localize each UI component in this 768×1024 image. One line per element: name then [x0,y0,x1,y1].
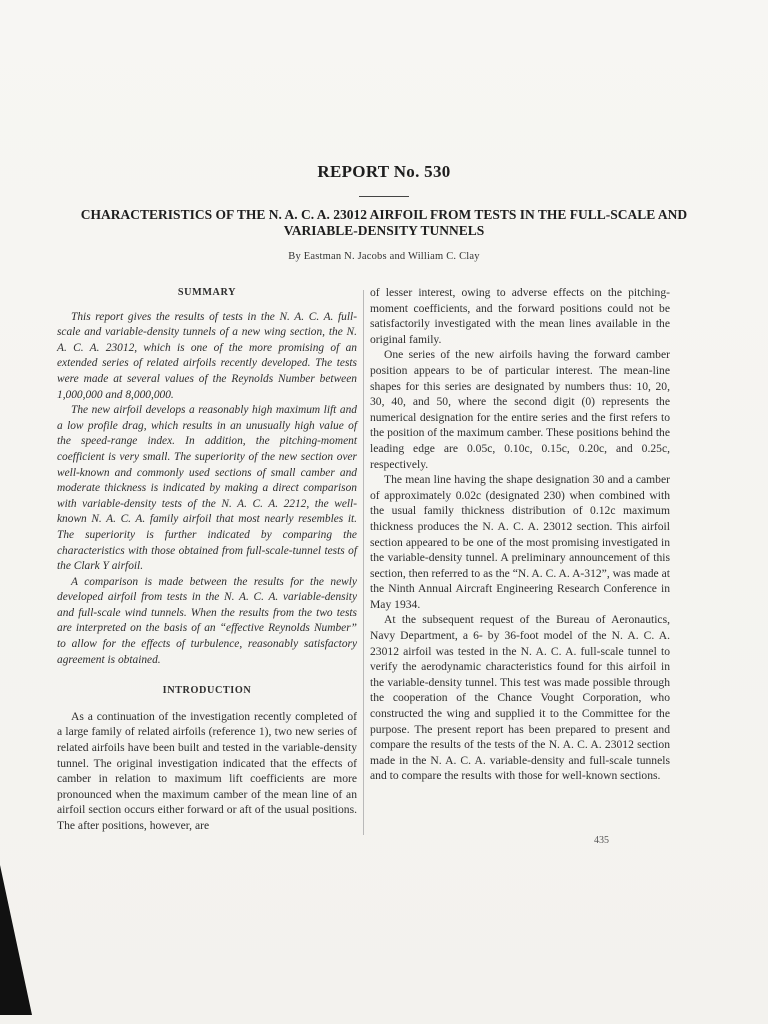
introduction-paragraph: As a continuation of the investigation recently completed of a large family of related airfoils (reference 1), two new series of related airfoils have been built and tested in the variable-density tunnel. The original investigation indicated that the effects of camber in relation to maximum lift coefficients are more pronounced when the maximum camber of the mean line of an airfoil section occurs either forward or aft of the usual positions. The after positions, however, are [57,709,357,832]
byline: By Eastman N. Jacobs and William C. Clay [288,251,480,262]
summary-section [57,310,357,669]
page-corner-shadow [0,865,32,1015]
introduction-paragraph: The mean line having the shape designation 30 and a camber of approximately 0.02c (designated 230) when combined with the usual family thickness distribution of 0.12c maximum thickness produces the N. A. C. A. 23012 section. This airfoil section appeared to be one of the most promising investigated in the variable-density tunnel. A preliminary announcement of this section, then referred to as the “N. A. C. A. A-312”, was made at the Ninth Annual Aircraft Engineering Research Conference in May 1934. [370,473,670,611]
left-column [57,285,357,834]
report-number: REPORT No. 530 [317,162,451,181]
summary-paragraph: This report gives the results of tests in the N. A. C. A. full-scale and variable-density tunnels of a new wing section, the N. A. C. A. 23012, which is one of the more promising of an extended series of related airfoils recently developed. The tests were made at several values of the Reynolds Number between 1,000,000 and 8,000,000. [57,310,357,401]
column-divider [363,290,364,835]
title-rule [359,196,409,197]
introduction-heading: INTRODUCTION [162,685,252,697]
introduction-paragraph: At the subsequent request of the Bureau of Aeronautics, Navy Department, a 6- by 36-foot model of the N. A. C. A. 23012 airfoil was tested in the N. A. C. A. full-scale tunnel to verify the aerodynamic characteristics found for this airfoil in the variable-density tunnel. This test was made possible through the cooperation of the Chance Vought Corporation, who constructed the wing and supplied it to the Committee for the purpose. The present report has been prepared to present and compare the results of the tests of the N. A. C. A. 23012 section made in the N. A. C. A. variable-density and full-scale tunnels and to compare the results with those for well-known sections. [370,613,670,783]
introduction-continuation: of lesser interest, owing to adverse effects on the pitching-moment coefficients, and the forward positions could not be satisfactorily investigated with the mean lines available in the original family. [370,286,670,346]
introduction-paragraph: One series of the new airfoils having the forward camber position appears to be of particular interest. The mean-line shapes for this series are designated by numbers thus: 10, 20, 30, 40, and 50, where the second digit (0) represents the numerical designation for the entire series and the first refers to the position of the maximum camber. These positions behind the leading edge are 0.05c, 0.10c, 0.15c, 0.20c, and 0.25c, respectively. [370,348,670,471]
summary-paragraph: A comparison is made between the results for the newly developed airfoil from tests in the N. A. C. A. variable-density and full-scale wind tunnels. When the results from the two tests are interpreted on the basis of an “effective Reynolds Number” to allow for the effects of turbulence, reasonably satisfactory agreement is obtained. [57,575,357,666]
page-number: 435 [594,835,609,846]
report-title: CHARACTERISTICS OF THE N. A. C. A. 23012 AIRFOIL FROM TESTS IN THE FULL-SCALE AND VARIABLE-DENSITY TUNNELS [80,207,688,238]
summary-heading: SUMMARY [177,287,237,298]
summary-paragraph: The new airfoil develops a reasonably high maximum lift and a low profile drag, which results in an unusually high value of the speed-range index. In addition, the pitching-moment coefficient is very small. The superiority of the new section over well-known and commonly used sections of small camber and moderate thickness is indicated by making a direct comparison with variable-density tests of the N. A. C. A. 2212, the well-known N. A. C. A. family airfoil that most nearly resembles it. The superiority is further indicated by comparing the characteristics with those obtained from full-scale-tunnel tests of the Clark Y airfoil. [57,404,357,573]
right-column [370,285,670,784]
